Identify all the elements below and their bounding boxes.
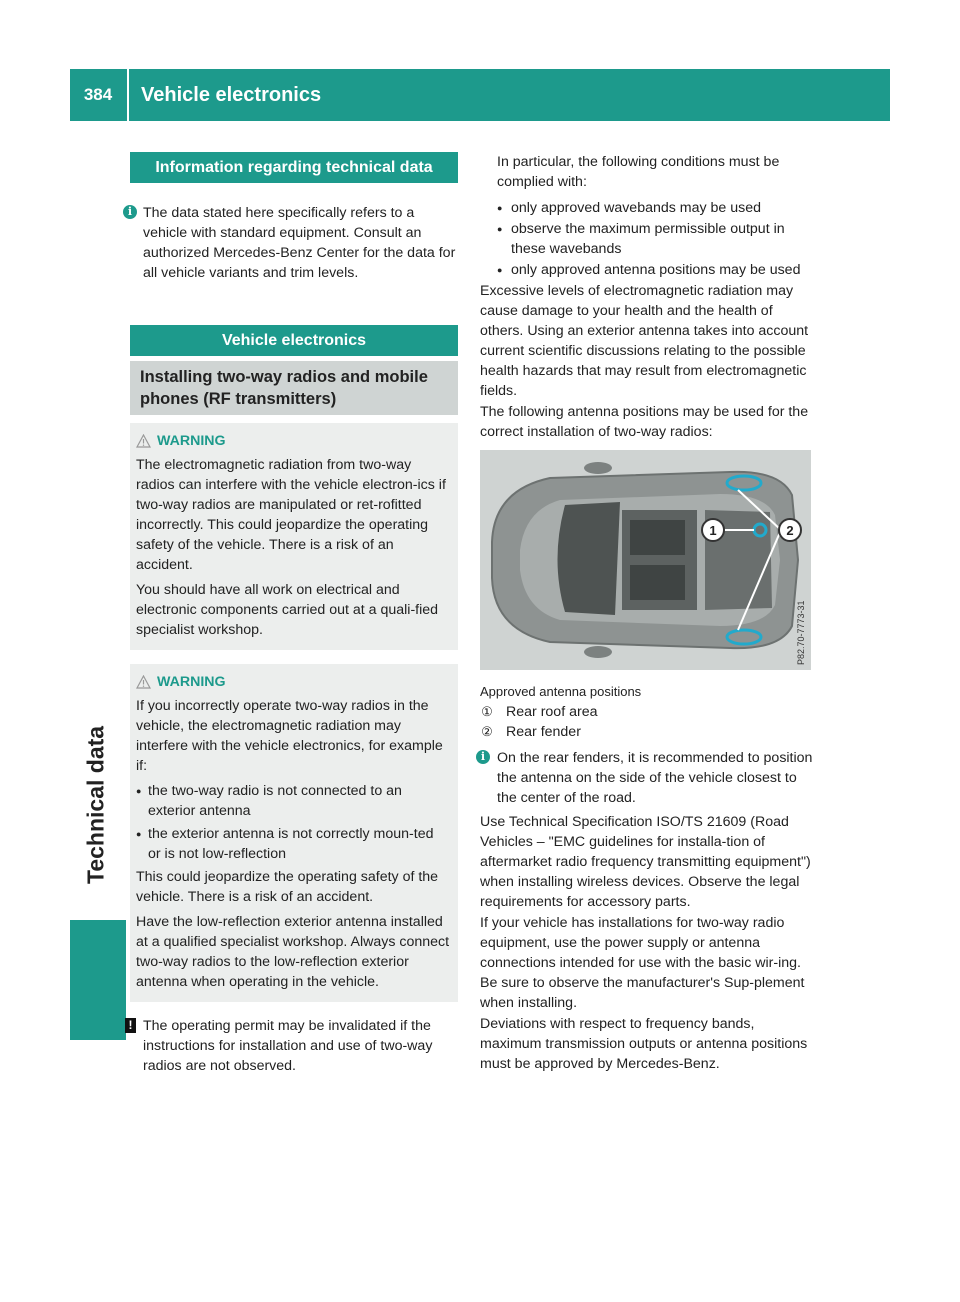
page-number: 384 [83, 85, 113, 104]
info-note-right [480, 748, 813, 808]
warning2-para1: If you incorrectly operate two-way radios in the vehicle, the electromagnetic radiation may interfere with the vehicle electronics, for example if: [136, 698, 443, 774]
info-heading: Information regarding technical data [130, 152, 458, 183]
callout-2: 2 [786, 523, 794, 538]
legend-item [480, 722, 813, 742]
info-note [127, 203, 460, 283]
legend-label: Rear roof area [506, 704, 598, 720]
legend-label: Rear fender [506, 724, 581, 740]
header-divider [127, 69, 129, 121]
section-heading: Vehicle electronics [130, 325, 458, 356]
if-paragraph: If your vehicle has installations for two-way radio equipment, use the power supply or antenna connections intended for use with the basic wir-ing. Be sure to observe the manufacturer's Sup-plement when installing. [480, 915, 805, 1011]
warning-box-2 [130, 664, 458, 1002]
info-icon: i [476, 750, 490, 764]
warning1-para2: You should have all work on electrical and electronic components carried out at a quali-fied specialist workshop. [136, 582, 439, 638]
caution-note [130, 1016, 460, 1076]
warning-title-2: WARNING [136, 672, 450, 692]
list-item: ● observe the maximum permissible output in these wavebands [480, 219, 813, 259]
warning-triangle-icon [136, 434, 151, 448]
legend-number: ① [481, 704, 493, 719]
warning1-para1: The electromagnetic radiation from two-way radios can interfere with the vehicle electron-ics if two-way radios are manipulated or ret-rofitted incorrectly. This could jeopardize the operating safety of the vehicle. There is a risk of an accident. [136, 457, 446, 573]
caution-note-text: The operating permit may be invalidated if the instructions for installation and use of two-way radios are not observed. [143, 1018, 433, 1074]
warning2-para3: Have the low-reflection exterior antenna installed at a qualified specialist workshop. Always connect two-way radios to the low-reflection exterior antenna when operating in the vehicle. [136, 914, 450, 990]
intro-text: In particular, the following conditions must be complied with: [497, 154, 780, 190]
callout-1: 1 [709, 523, 717, 538]
side-tab-marker [70, 920, 126, 1040]
legend-number: ② [481, 724, 493, 739]
vehicle-top-view-illustration [480, 450, 811, 670]
warning-title-1: WARNING [136, 431, 450, 451]
antenna-positions-figure [480, 450, 811, 670]
info-icon: i [123, 205, 137, 219]
warning-box-1 [130, 423, 458, 650]
use-paragraph: Use Technical Specification ISO/TS 21609 (Road Vehicles – "EMC guidelines for installa-tion of aftermarket radio frequency transmitting equipment") when installing wireless devices. Observe the legal requirements for accessory parts. [480, 814, 811, 910]
figure-caption: Approved antenna positions [480, 684, 642, 699]
exclamation-icon: ! [125, 1018, 136, 1033]
side-tab-label: Technical data [82, 725, 109, 885]
info-note-text: On the rear fenders, it is recommended to position the antenna on the side of the vehicle closest to the center of the road. [497, 750, 813, 806]
list-item: ● the two-way radio is not connected to an exterior antenna [136, 781, 450, 821]
following-paragraph: The following antenna positions may be used for the correct installation of two-way radios: [480, 404, 809, 440]
figure-code: P82.70-7773-31 [796, 600, 806, 665]
list-item: ● the exterior antenna is not correctly moun-ted or is not low-reflection [136, 824, 450, 864]
warning2-para2: This could jeopardize the operating safety of the vehicle. There is a risk of an accident. [136, 869, 439, 905]
deviations-paragraph: Deviations with respect to frequency bands, maximum transmission outputs or antenna positions must be approved by Mercedes-Benz. [480, 1016, 808, 1072]
left-column [127, 152, 460, 1076]
right-column [480, 152, 813, 1074]
excessive-paragraph: Excessive levels of electromagnetic radiation may cause damage to your health and the health of others. Using an exterior antenna takes into account current scientific discussions relating to the possible health hazards that may result from electromagnetic fields. [480, 283, 809, 399]
list-item: ● only approved wavebands may be used [480, 198, 813, 218]
page-title: Vehicle electronics [141, 83, 322, 106]
warning-triangle-icon [136, 675, 151, 689]
info-note-text: The data stated here specifically refers to a vehicle with standard equipment. Consult an authorized Mercedes-Benz Center for the data for all vehicle variants and trim levels. [143, 205, 456, 281]
legend-item [480, 702, 813, 722]
list-item: ● only approved antenna positions may be used [480, 260, 813, 280]
sub-heading: Installing two-way radios and mobile phones (RF transmitters) [130, 361, 458, 415]
